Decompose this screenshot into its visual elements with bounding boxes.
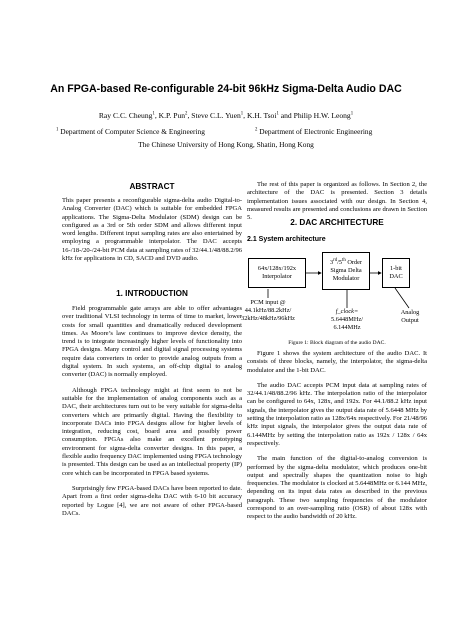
affiliation-text: Department of Computer Science & Engineering: [58, 127, 205, 136]
intro-heading-wrap: [62, 289, 242, 298]
intro-paragraph-3: Surprisingly few FPGA-based DACs have been reported to date. Apart from a first order sigma-delta DAC with 6-10 bit accuracy reported by Logue [4], we are not aware of other FPGA-based DACs.: [62, 484, 242, 517]
affiliation-mark: 2: [185, 111, 188, 117]
architecture-paragraph-2: The audio DAC accepts PCM input data at sampling rates of 32/44.1/48/88.2/96 kHz. The interpolation ratio of the interpolator can be configured to 64x, 128x, and 192x. For 44.1/88.2 kHz input signals, the interpolator gives the output data rate of 5.6448 MHz by setting the interpolation ratio as 128x/64x respectively. For 21/48/96 kHz input signals, the interpolator gives the output data rate of 6.144MHz by setting the interpolation ratio as 192x / 128x / 64x respectively.: [247, 381, 427, 447]
modulator-label-line-3: Modulator: [332, 275, 360, 282]
affiliation-university: The Chinese University of Hong Kong, Shatin, Hong Kong: [138, 140, 314, 149]
affiliation-mark: 1: [240, 111, 244, 117]
intro-body: [62, 305, 242, 525]
author-list: [0, 111, 452, 120]
intro-paragraph-1: Field programmable gate arrays are able to offer advantages over traditional VLSI technology in terms of time to market, lower costs for small quantities and dramatically reduced development times. As Moore’s law continues to improve device density, the trend is to integrate increasingly higher levels of functionality into FPGA designs. Many control and digital signal processing systems require data converters in order to provide analog outputs from a digital system. In such systems, an off-chip digital to analog converter (DAC) is normally employed.: [62, 305, 242, 379]
architecture-heading-wrap: [247, 218, 427, 227]
intro-heading: 1. INTRODUCTION: [116, 289, 188, 298]
analog-output-label: Analog Output: [400, 309, 420, 324]
interpolator-label: Interpolator: [262, 273, 292, 280]
affiliation-mark: 2: [255, 127, 258, 133]
overview-paragraph: The rest of this paper is organized as follows. In Section 2, the architecture of the DAC is presented. Section 3 details implementation issues associated with our design. In Section 4, measured results are presented and conclusions are drawn in Section 5.: [247, 181, 427, 222]
author-name: , Steve C.L. Yuen: [187, 111, 241, 120]
interpolator-ratio-label: 64x/128x/192x: [257, 265, 297, 272]
abstract-text: This paper presents a reconfigurable sigma-delta audio Digital-to-Analog Converter (DAC) which is suitable for embedded FPGA applications. The Sigma-Delta Modulator (SDM) design can be configured as a 3rd or 5th order SDM and allows different input word lengths. Different input sampling rates are also entertained by employing a programmable interpolator. The DAC accepts 16-/18-/20-/24-bit PCM data at sampling rates of 32/44.1/48/88.2/96 kHz for applications in CD, SACD and DVD audio.: [62, 197, 242, 263]
author-name: , K.P. Pun: [154, 111, 186, 120]
author-name: Ray C.C. Cheung: [98, 111, 153, 120]
abstract-body: [62, 197, 242, 270]
affiliation-mark: 1: [276, 111, 279, 117]
clock-frequency-label: f_clock= 5.6448MHz/ 6.144MHz: [330, 308, 363, 331]
architecture-body: [247, 350, 427, 529]
figure-caption: Figure 1: Block diagram of the audio DAC.: [288, 340, 386, 346]
affiliation-right: [255, 127, 372, 136]
author-name: and Philip H.W. Leong: [278, 111, 351, 120]
author-name: , K.H. Tsoi: [243, 111, 277, 120]
modulator-order-label: 3rd/5th Order: [329, 257, 363, 266]
architecture-heading: 2. DAC ARCHITECTURE: [290, 218, 384, 227]
connector-analog-output: [395, 288, 409, 308]
affiliation-mark: 1: [350, 111, 354, 117]
architecture-paragraph-1: Figure 1 shows the system architecture of the audio DAC. It consists of three blocks, namely, the interpolator, the sigma-delta modulator and the 1-bit DAC.: [247, 350, 427, 374]
affiliation-mark: 1: [56, 127, 59, 133]
affiliation-text: Department of Electronic Engineering: [257, 127, 373, 136]
intro-paragraph-2: Although FPGA technology might at first seem to not be suitable for the implementation of analog components such as a DAC, their architectures turn out to be very suitable for sigma-delta converters which are primarily digital. Having the flexibility to incorporate DACs into FPGA designs allow for higher levels of integration, reducing cost, board area and possibly power consumption. FPGAs also make an excellent prototyping environment for sigma-delta converter designs. In this paper, a flexible audio frequency DAC implemented using FPGA technology is presented. This design can be used as an intellectual property (IP) core which can be incorporated in FPGA based systems.: [62, 386, 242, 477]
dac-label-line-2: DAC: [389, 273, 403, 280]
one-bit-dac-block: [382, 258, 410, 288]
abstract-heading: ABSTRACT: [129, 182, 175, 191]
pcm-input-label: PCM input @ 44.1kHz/88.2kHz/ 32kHz/48kHz/96kHz: [241, 299, 295, 322]
affiliation-mark: 1: [152, 111, 155, 117]
paper-title: An FPGA-based Re-configurable 24-bit 96kHz Sigma-Delta Audio DAC: [50, 83, 402, 95]
affiliation-left: [56, 127, 205, 136]
system-architecture-subheading: 2.1 System architecture: [247, 236, 326, 243]
sigma-delta-modulator-block: [322, 252, 370, 290]
modulator-label-line-2: Sigma Delta: [330, 267, 362, 274]
abstract-heading-wrap: [62, 182, 242, 191]
dac-label-line-1: 1-bit: [390, 265, 402, 272]
interpolator-block: [248, 258, 306, 288]
architecture-paragraph-3: The main function of the digital-to-analog conversion is performed by the sigma-delta modulator, which produces one-bit output and spectrally shapes the quantization noise to high frequencies. The modulator is clocked at 5.6448MHz or 6.144 MHz, depending on its input data rates as described in the previous paragraph. These two sampling frequencies of the modulator correspond to an over-sampling ratio (OSR) of about 128x with respect to the audio bandwidth of 20 kHz.: [247, 455, 427, 521]
